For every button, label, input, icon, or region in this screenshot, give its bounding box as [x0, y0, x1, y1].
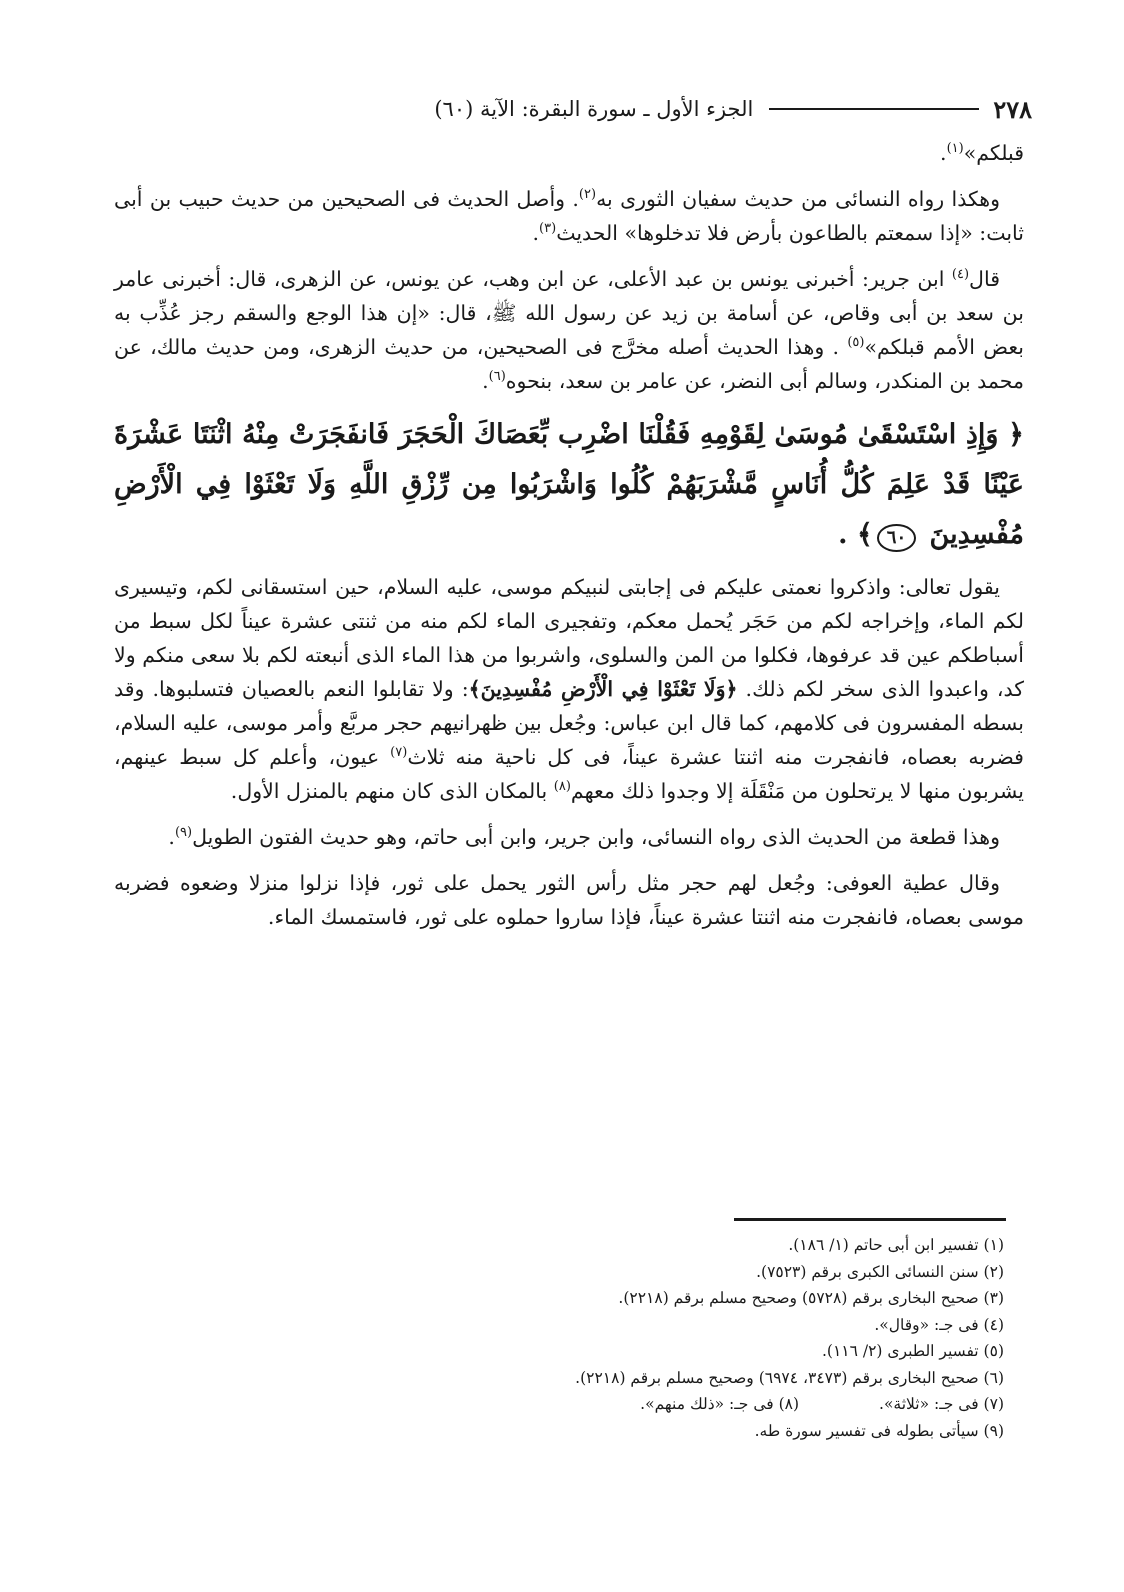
paragraph-5: وقال عطية العوفى: وجُعل لهم حجر مثل رأس الثور يحمل على ثور، فإذا نزلوا منزلا وضعوه فضربه موسى بعصاه، فانفجرت منه اثنتا عشرة عيناً، فإذا ساروا حملوه على ثور، فاستمسك الماء.: [114, 871, 1024, 929]
footnote-9: (٩) سيأتى بطوله فى تفسير سورة طه.: [754, 1421, 1004, 1440]
footnote-row-7-8: [144, 1391, 1004, 1418]
header-rule: [769, 108, 979, 110]
header-title: الجزء الأول ـ سورة البقرة: الآية (٦٠): [434, 97, 754, 121]
footnote-ref[interactable]: (٧): [390, 745, 408, 761]
paragraph-1: وهكذا رواه النسائى من حديث سفيان الثورى به$^{(٢)}$. وأصل الحديث فى الصحيحين من حديث حبيب بن أبى ثابت: «إذا سمعتم بالطاعون بأرض فلا تدخلوها» الحديث$^{(٣)}$.: [114, 187, 1024, 245]
inline-verse-quote: ﴿وَلَا تَعْثَوْا فِي الْأَرْضِ مُفْسِدِينَ﴾: [468, 677, 738, 701]
footnote-ref[interactable]: (٥): [847, 335, 865, 351]
footnote-ref[interactable]: (٤): [951, 267, 970, 283]
verse-number-marker: ٦٠: [877, 524, 916, 552]
paragraph-2: قال$^{(٤)}$ ابن جرير: أخبرنى يونس بن عبد الأعلى، عن ابن وهب، عن يونس، عن الزهرى، قال: أخبرنى عامر بن سعد بن أبى وقاص، عن أسامة بن زيد عن رسول الله ﷺ، قال: «إن هذا الوجع والسقم رجز عُذِّب به بعض الأمم قبلكم»$^{(٥)}$ . وهذا الحديث أصله مخرَّج فى الصحيحين، من حديث الزهرى، ومن حديث مالك، عن محمد بن المنكدر، وسالم أبى النضر، عن عامر بن سعد، بنحوه$^{(٦)}$.: [114, 267, 1024, 393]
verse-text: وَإِذِ اسْتَسْقَىٰ مُوسَىٰ لِقَوْمِهِ فَقُلْنَا اضْرِب بِّعَصَاكَ الْحَجَرَ فَانفَجَرَتْ مِنْهُ اثْنَتَا عَشْرَةَ عَيْنًا قَدْ عَلِمَ كُلُّ أُنَاسٍ مَّشْرَبَهُمْ كُلُوا وَاشْرَبُوا مِن رِّزْقِ اللَّهِ وَلَا تَعْثَوْا فِي الْأَرْضِ مُفْسِدِينَ: [114, 419, 1024, 550]
footnote-ref[interactable]: (٨): [553, 779, 571, 795]
footnote-ref[interactable]: (٩): [174, 825, 193, 841]
running-header: [112, 92, 1032, 126]
footnote-ref[interactable]: (٣): [539, 221, 557, 237]
footnote-2: (٢) سنن النسائى الكبرى برقم (٧٥٢٣).: [756, 1262, 1004, 1281]
footnotes: [144, 1232, 1004, 1444]
quran-verse: [114, 410, 1024, 560]
footnote-ref[interactable]: (١): [946, 141, 964, 157]
page-number: ٢٧٨: [993, 94, 1032, 124]
footnote-1: (١) تفسير ابن أبى حاتم (١/ ١٨٦).: [788, 1236, 1004, 1254]
footnote-4: (٤) فى جـ: «وقال».: [874, 1315, 1004, 1334]
footnote-separator: [734, 1218, 1006, 1221]
footnote-7: (٧) فى جـ: «ثلاثة».: [879, 1395, 1004, 1413]
footnote-3: (٣) صحيح البخارى برقم (٥٧٢٨) وصحيح مسلم برقم (٢٢١٨).: [618, 1289, 1004, 1307]
main-text: [114, 136, 1024, 946]
footnote-6: (٦) صحيح البخارى برقم (٣٤٧٣، ٦٩٧٤) وصحيح مسلم برقم (٢٢١٨).: [575, 1368, 1004, 1387]
paragraph-4: وهذا قطعة من الحديث الذى رواه النسائى، وابن جرير، وابن أبى حاتم، وهو حديث الفتون الطويل$^{(٩)}$.: [168, 825, 1000, 849]
verse-close-bracket: ﴾ .: [838, 519, 873, 550]
paragraph-0: قبلكم»$^{(١)}$.: [940, 141, 1024, 165]
footnote-8: (٨) فى جـ: «ذلك منهم».: [640, 1395, 800, 1413]
paragraph-3: يقول تعالى: واذكروا نعمتى عليكم فى إجابتى لنبيكم موسى، عليه السلام، حين استسقانى لكم، وتيسيرى لكم الماء، وإخراجه لكم من حَجَر يُحمل معكم، وتفجيرى الماء لكم منه من ثنتى عشرة عيناً لكل سبط من أسباطكم عين قد عرفوها، فكلوا من المن والسلوى، واشربوا من هذا الماء الذى أنبعته لكم بلا سعى منكم ولا كد، واعبدوا الذى سخر لكم ذلك. ﴿وَلَا تَعْثَوْا فِي الْأَرْضِ مُفْسِدِينَ﴾: ولا تقابلوا النعم بالعصيان فتسلبوها. وقد بسطه المفسرون فى كلامهم، كما قال ابن عباس: وجُعل بين ظهرانيهم حجر مربَّع وأمر موسى، عليه السلام، فضربه بعصاه، فانفجرت منه اثنتا عشرة عيناً، فى كل ناحية منه ثلاث$^{(٧)}$ عيون، وأعلم كل سبط عينهم، يشربون منها لا يرتحلون من مَنْقَلَة إلا وجدوا ذلك معهم$^{(٨)}$ بالمكان الذى كان منهم بالمنزل الأول.: [114, 575, 1025, 803]
footnote-5: (٥) تفسير الطبرى (٢/ ١١٦).: [821, 1342, 1004, 1360]
footnote-ref[interactable]: (٢): [578, 187, 597, 203]
verse-open-bracket: ﴿: [1008, 419, 1024, 450]
footnote-ref[interactable]: (٦): [488, 369, 506, 385]
